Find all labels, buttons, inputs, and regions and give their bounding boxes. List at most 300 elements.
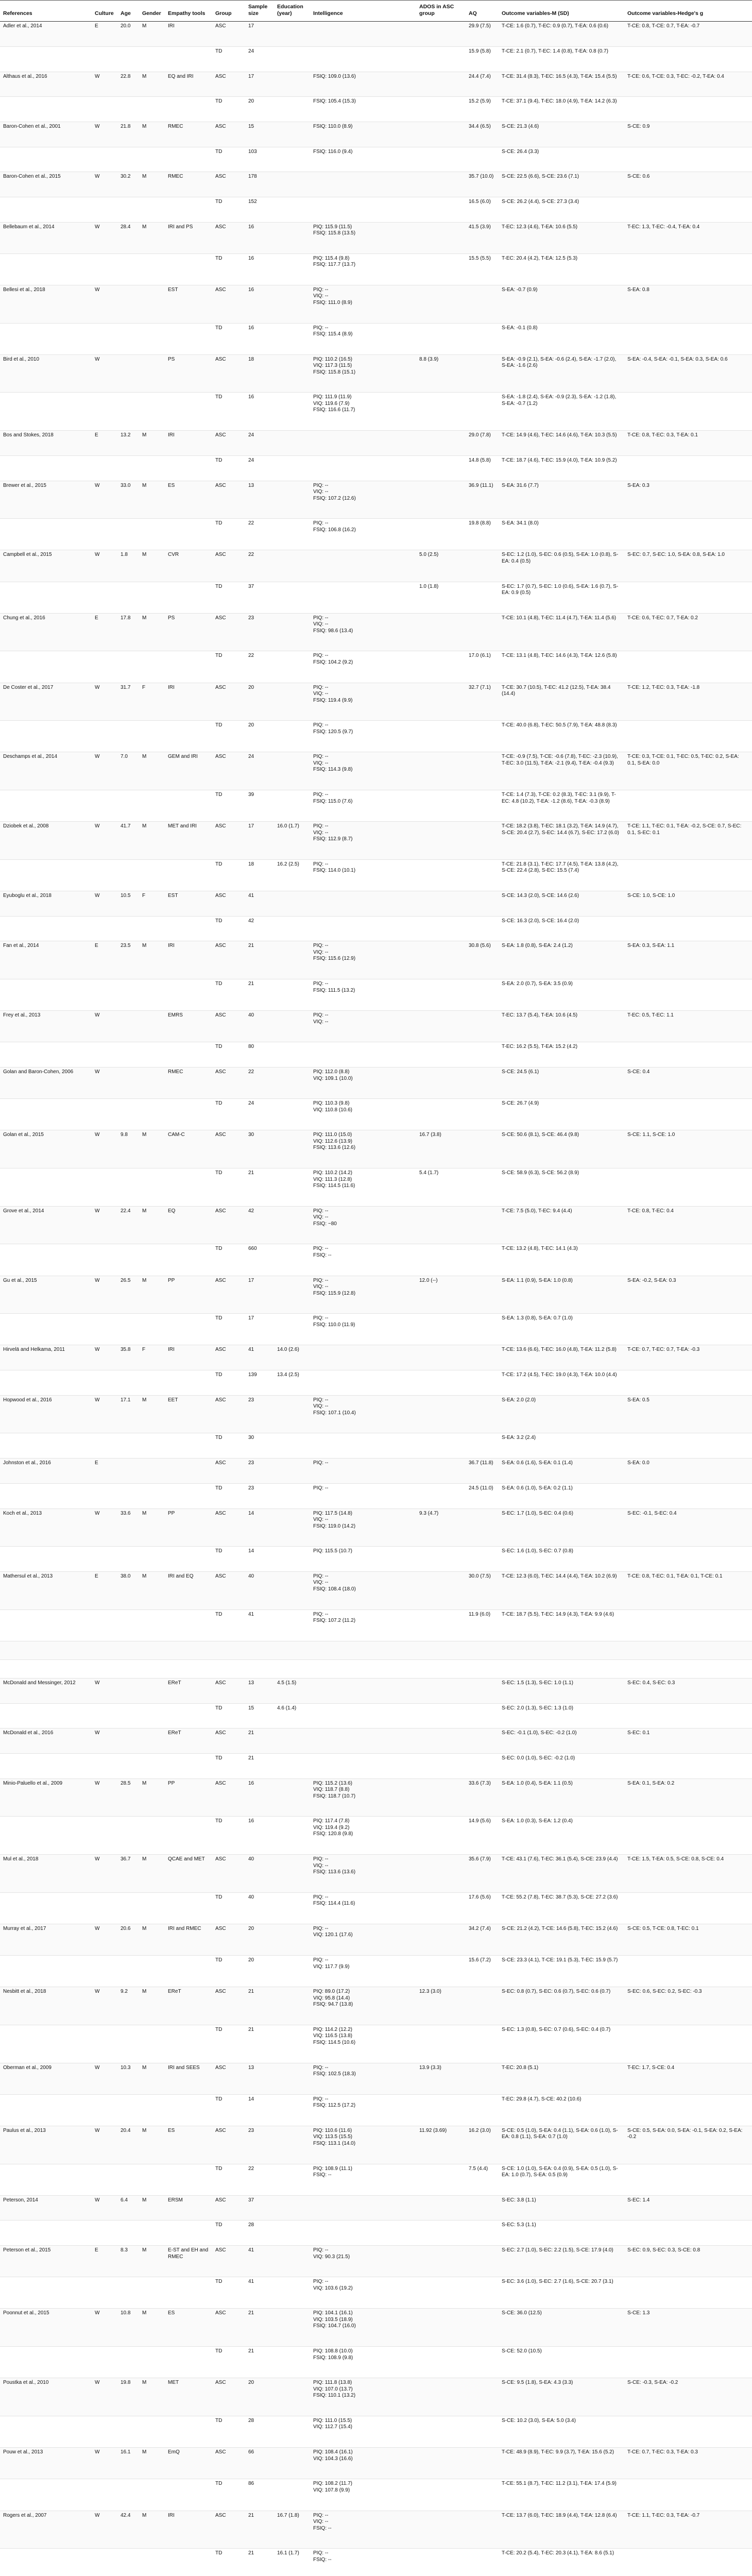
cell-age: 42.4 [117, 2511, 139, 2549]
cell-age: 8.3 [117, 2246, 139, 2277]
cell-age [117, 1659, 139, 1678]
header-culture: Culture [92, 1, 117, 22]
cell-age [117, 1956, 139, 1987]
cell-culture [92, 1659, 117, 1678]
cell-reference [0, 147, 92, 172]
cell-aq [466, 1509, 499, 1547]
cell-outcome-m-sd: S-CE: 1.0 (1.0), S-EA: 0.4 (0.9), S-EA: 0.5 (1.0), S-EA: 1.0 (0.7), S-EA: 0.5 (0.9) [499, 2164, 624, 2195]
cell-reference: Dziobek et al., 2008 [0, 822, 92, 860]
cell-outcome-hedges-g: S-EA: -0.2, S-EA: 0.3 [624, 1276, 752, 1314]
cell-outcome-hedges-g: T-EC: 0.5, T-EC: 1.1 [624, 1011, 752, 1042]
cell-outcome-hedges-g: S-EC: 0.9, S-EC: 0.3, S-CE: 0.8 [624, 2246, 752, 2277]
cell-ados: 11.92 (3.69) [416, 2126, 466, 2164]
cell-reference [0, 1314, 92, 1345]
cell-education [274, 979, 310, 1011]
cell-outcome-m-sd: T-CE: 17.2 (4.5), T-EC: 19.0 (4.3), T-EA: 10.0 (4.4) [499, 1370, 624, 1396]
cell-reference: McDonald et al., 2016 [0, 1728, 92, 1754]
cell-ados [416, 2195, 466, 2221]
cell-intelligence [310, 197, 416, 222]
cell-outcome-hedges-g [624, 1099, 752, 1130]
cell-empathy-tools: RMEC [165, 172, 212, 197]
cell-sample-size: 21 [245, 1987, 274, 2025]
cell-group: ASC [212, 2511, 245, 2549]
cell-outcome-m-sd: T-EC: 12.3 (4.6), T-EA: 10.6 (5.5) [499, 222, 624, 253]
cell-outcome-m-sd: S-CE: 26.4 (3.3) [499, 147, 624, 172]
cell-culture: W [92, 1130, 117, 1168]
cell-ados [416, 46, 466, 72]
cell-ados [416, 1099, 466, 1130]
cell-education [274, 1987, 310, 2025]
cell-culture [92, 2025, 117, 2063]
cell-gender [139, 651, 165, 683]
cell-aq [466, 1395, 499, 1433]
cell-ados [416, 285, 466, 323]
cell-sample-size: 139 [245, 1370, 274, 1396]
cell-outcome-hedges-g: S-EA: 0.8 [624, 285, 752, 323]
cell-reference [0, 1754, 92, 1779]
cell-culture: E [92, 22, 117, 47]
cell-outcome-hedges-g [624, 455, 752, 481]
cell-age [117, 1244, 139, 1276]
cell-reference [0, 1099, 92, 1130]
cell-empathy-tools: IRI and SEES [165, 2063, 212, 2094]
table-row [0, 1483, 752, 1509]
cell-gender: M [139, 222, 165, 253]
cell-group: TD [212, 1042, 245, 1067]
table-row [0, 1099, 752, 1130]
cell-outcome-hedges-g: S-CE: 1.3 [624, 2309, 752, 2347]
cell-sample-size: 23 [245, 2126, 274, 2164]
table-row [0, 1459, 752, 1484]
cell-sample-size: 41 [245, 1609, 274, 1641]
cell-group: ASC [212, 285, 245, 323]
cell-intelligence [310, 1345, 416, 1370]
table-row [0, 455, 752, 481]
cell-sample-size: 23 [245, 1459, 274, 1484]
cell-culture: W [92, 822, 117, 860]
cell-aq [466, 2094, 499, 2126]
cell-age [117, 2479, 139, 2511]
cell-education [274, 683, 310, 721]
cell-education [274, 455, 310, 481]
cell-gender: M [139, 1924, 165, 1955]
cell-outcome-m-sd: T-CE: 13.1 (4.8), T-EC: 14.6 (4.3), T-EA: 12.6 (5.8) [499, 651, 624, 683]
cell-gender [139, 393, 165, 431]
cell-education [274, 1130, 310, 1168]
cell-empathy-tools: CAM-C [165, 1130, 212, 1168]
cell-empathy-tools: ES [165, 481, 212, 519]
cell-education: 16.7 (1.8) [274, 2511, 310, 2549]
cell-aq [466, 2416, 499, 2447]
cell-culture: W [92, 1509, 117, 1547]
cell-reference [0, 1609, 92, 1641]
cell-education [274, 1892, 310, 1924]
cell-ados [416, 1855, 466, 1893]
cell-reference: Nesbitt et al., 2018 [0, 1987, 92, 2025]
cell-sample-size: 16 [245, 323, 274, 354]
cell-outcome-m-sd: T-CE: 13.6 (6.6), T-EC: 16.0 (4.8), T-EA: 11.2 (5.8) [499, 1345, 624, 1370]
cell-empathy-tools [165, 1956, 212, 1987]
cell-reference: Campbell et al., 2015 [0, 550, 92, 582]
cell-culture: W [92, 2063, 117, 2094]
cell-intelligence: FSIQ: 109.0 (13.6) [310, 72, 416, 97]
cell-outcome-m-sd: S-EA: 0.6 (1.6), S-EA: 0.1 (1.4) [499, 1459, 624, 1484]
cell-empathy-tools [165, 1314, 212, 1345]
cell-outcome-m-sd: S-CE: 58.9 (6.3), S-CE: 56.2 (8.9) [499, 1168, 624, 1207]
cell-group: TD [212, 2549, 245, 2576]
cell-ados [416, 1679, 466, 1704]
table-row [0, 1728, 752, 1754]
cell-gender: M [139, 1509, 165, 1547]
cell-ados: 8.8 (3.9) [416, 354, 466, 393]
cell-empathy-tools: EReT [165, 1987, 212, 2025]
table-row [0, 222, 752, 253]
table-row [0, 393, 752, 431]
cell-empathy-tools [165, 2094, 212, 2126]
cell-outcome-m-sd: T-CE: 18.7 (5.5), T-EC: 14.9 (4.3), T-EA: 9.9 (4.6) [499, 1609, 624, 1641]
cell-gender [139, 2164, 165, 2195]
cell-education [274, 1099, 310, 1130]
cell-reference [0, 2347, 92, 2378]
table-row [0, 2195, 752, 2221]
cell-reference [0, 1817, 92, 1855]
cell-ados [416, 2025, 466, 2063]
cell-intelligence: PIQ: -- FSIQ: 115.0 (7.6) [310, 790, 416, 822]
cell-gender [139, 582, 165, 613]
cell-culture [92, 1817, 117, 1855]
cell-culture: W [92, 683, 117, 721]
cell-gender: M [139, 2195, 165, 2221]
cell-aq [466, 979, 499, 1011]
cell-ados: 13.9 (3.3) [416, 2063, 466, 2094]
cell-outcome-m-sd: T-CE: 31.4 (8.3), T-EC: 16.5 (4.3), T-EA: 15.4 (5.5) [499, 72, 624, 97]
cell-education [274, 72, 310, 97]
table-row [0, 1433, 752, 1459]
cell-sample-size: 24 [245, 1099, 274, 1130]
cell-sample-size: 16 [245, 253, 274, 285]
cell-intelligence [310, 1703, 416, 1728]
cell-outcome-hedges-g [624, 721, 752, 752]
cell-outcome-m-sd: S-CE: 9.5 (1.8), S-EA: 4.3 (3.3) [499, 2378, 624, 2416]
cell-empathy-tools: IRI and RMEC [165, 1924, 212, 1955]
cell-group: ASC [212, 683, 245, 721]
cell-ados [416, 941, 466, 979]
cell-aq: 24.4 (7.4) [466, 72, 499, 97]
cell-outcome-m-sd: S-CE: 26.7 (4.9) [499, 1099, 624, 1130]
cell-outcome-m-sd: S-EA: 1.1 (0.9), S-EA: 1.0 (0.8) [499, 1276, 624, 1314]
cell-sample-size: 18 [245, 859, 274, 891]
cell-gender [139, 2221, 165, 2246]
cell-intelligence [310, 2195, 416, 2221]
cell-gender: M [139, 2246, 165, 2277]
cell-aq: 35.7 (10.0) [466, 172, 499, 197]
cell-outcome-hedges-g: S-CE: -0.3, S-EA: -0.2 [624, 2378, 752, 2416]
cell-aq [466, 2511, 499, 2549]
cell-culture [92, 46, 117, 72]
cell-intelligence [310, 891, 416, 917]
cell-intelligence: PIQ: -- FSIQ: 112.5 (17.2) [310, 2094, 416, 2126]
cell-empathy-tools [165, 455, 212, 481]
cell-outcome-m-sd: S-EA: 31.6 (7.7) [499, 481, 624, 519]
cell-empathy-tools [165, 721, 212, 752]
cell-reference [0, 2164, 92, 2195]
cell-reference: Peterson, 2014 [0, 2195, 92, 2221]
cell-reference: Bird et al., 2010 [0, 354, 92, 393]
cell-education [274, 1276, 310, 1314]
cell-outcome-m-sd: S-EC: 1.7 (0.7), S-EC: 1.0 (0.6), S-EA: 1.6 (0.7), S-EA: 0.9 (0.5) [499, 582, 624, 613]
cell-outcome-m-sd: S-EA: 1.0 (0.3), S-EA: 1.2 (0.4) [499, 1817, 624, 1855]
cell-sample-size: 37 [245, 582, 274, 613]
cell-outcome-hedges-g: T-CE: 0.8, T-EC: 0.3, T-EA: 0.1 [624, 431, 752, 456]
cell-reference: Murray et al., 2017 [0, 1924, 92, 1955]
cell-aq: 32.7 (7.1) [466, 683, 499, 721]
cell-aq [466, 1099, 499, 1130]
cell-group: ASC [212, 1206, 245, 1244]
cell-outcome-m-sd: S-EC: 2.0 (1.3), S-EC: 1.3 (1.0) [499, 1703, 624, 1728]
cell-education [274, 1483, 310, 1509]
cell-group: TD [212, 721, 245, 752]
cell-age [117, 1099, 139, 1130]
cell-intelligence [310, 582, 416, 613]
cell-group: TD [212, 1483, 245, 1509]
cell-group: TD [212, 2416, 245, 2447]
cell-outcome-hedges-g [624, 519, 752, 550]
cell-outcome-m-sd: T-CE: 7.5 (5.0), T-EC: 9.4 (4.4) [499, 1206, 624, 1244]
cell-gender [139, 519, 165, 550]
cell-age [117, 2416, 139, 2447]
cell-culture [92, 1314, 117, 1345]
cell-education [274, 613, 310, 651]
cell-group: ASC [212, 1924, 245, 1955]
cell-ados [416, 455, 466, 481]
cell-outcome-m-sd: T-CE: 43.1 (7.6), T-EC: 36.1 (5.4), S-CE: 23.9 (4.4) [499, 1855, 624, 1893]
cell-intelligence: PIQ: -- FSIQ: 120.5 (9.7) [310, 721, 416, 752]
cell-group: ASC [212, 1571, 245, 1609]
table-row [0, 2511, 752, 2549]
cell-sample-size: 21 [245, 1754, 274, 1779]
cell-empathy-tools: E-ST and EH and RMEC [165, 2246, 212, 2277]
cell-sample-size: 23 [245, 613, 274, 651]
cell-age [117, 253, 139, 285]
cell-intelligence: PIQ: -- VIQ: -- FSIQ: ~80 [310, 1206, 416, 1244]
cell-gender [139, 1728, 165, 1754]
cell-intelligence [310, 431, 416, 456]
cell-gender: F [139, 683, 165, 721]
cell-ados [416, 2511, 466, 2549]
cell-age: 17.1 [117, 1395, 139, 1433]
cell-aq [466, 2378, 499, 2416]
cell-age: 16.1 [117, 2448, 139, 2479]
cell-empathy-tools [165, 651, 212, 683]
cell-empathy-tools: PP [165, 1778, 212, 1817]
cell-sample-size: 22 [245, 1067, 274, 1099]
cell-age [117, 323, 139, 354]
cell-empathy-tools [165, 323, 212, 354]
cell-culture [92, 651, 117, 683]
cell-gender [139, 1459, 165, 1484]
cell-ados [416, 519, 466, 550]
cell-gender: M [139, 2378, 165, 2416]
table-row [0, 1130, 752, 1168]
cell-reference [0, 790, 92, 822]
cell-gender [139, 2479, 165, 2511]
cell-ados [416, 1778, 466, 1817]
cell-sample-size: 28 [245, 2221, 274, 2246]
cell-group: ASC [212, 2063, 245, 2094]
cell-education [274, 790, 310, 822]
cell-group [212, 1659, 245, 1678]
table-row [0, 1042, 752, 1067]
cell-outcome-m-sd: T-EC: 29.8 (4.7), S-CE: 40.2 (10.6) [499, 2094, 624, 2126]
cell-empathy-tools [165, 147, 212, 172]
cell-reference [0, 393, 92, 431]
cell-aq [466, 147, 499, 172]
cell-aq [466, 752, 499, 790]
cell-intelligence: PIQ: -- [310, 1483, 416, 1509]
cell-culture [92, 1244, 117, 1276]
cell-aq [466, 790, 499, 822]
cell-empathy-tools: IRI [165, 941, 212, 979]
cell-age: 22.8 [117, 72, 139, 97]
cell-sample-size: 21 [245, 1168, 274, 1207]
cell-reference [0, 1433, 92, 1459]
cell-reference: Mathersul et al., 2013 [0, 1571, 92, 1609]
cell-intelligence: PIQ: 115.4 (9.8) FSIQ: 117.7 (13.7) [310, 253, 416, 285]
cell-group: TD [212, 2347, 245, 2378]
table-row [0, 752, 752, 790]
cell-gender [139, 1754, 165, 1779]
cell-ados [416, 752, 466, 790]
cell-outcome-hedges-g [624, 393, 752, 431]
cell-age [117, 1433, 139, 1459]
cell-culture: W [92, 1011, 117, 1042]
table-row [0, 1892, 752, 1924]
cell-empathy-tools [165, 1459, 212, 1484]
cell-group: ASC [212, 613, 245, 651]
cell-culture: W [92, 550, 117, 582]
cell-reference: Poustka et al., 2010 [0, 2378, 92, 2416]
cell-reference: Bos and Stokes, 2018 [0, 431, 92, 456]
cell-education [274, 891, 310, 917]
cell-age: 10.8 [117, 2309, 139, 2347]
cell-aq [466, 2479, 499, 2511]
cell-age: 10.3 [117, 2063, 139, 2094]
cell-culture [92, 2277, 117, 2309]
cell-education [274, 2094, 310, 2126]
table-row [0, 2025, 752, 2063]
cell-ados [416, 197, 466, 222]
cell-culture: W [92, 2126, 117, 2164]
cell-outcome-m-sd: S-EA: -0.9 (2.1), S-EA: -0.6 (2.4), S-EA: -1.7 (2.0), S-EA: -1.6 (2.6) [499, 354, 624, 393]
cell-age [117, 2221, 139, 2246]
cell-age [117, 519, 139, 550]
cell-outcome-hedges-g: T-CE: 0.6, T-EC: 0.7, T-EA: 0.2 [624, 613, 752, 651]
cell-gender: M [139, 1571, 165, 1609]
cell-outcome-hedges-g [624, 651, 752, 683]
cell-culture [92, 147, 117, 172]
cell-reference: Hirvelä and Helkama, 2011 [0, 1345, 92, 1370]
cell-sample-size: 13 [245, 481, 274, 519]
cell-education [274, 550, 310, 582]
cell-age: 28.5 [117, 1778, 139, 1817]
table-row [0, 1067, 752, 1099]
cell-group: TD [212, 2277, 245, 2309]
cell-reference [0, 2094, 92, 2126]
cell-gender [139, 323, 165, 354]
cell-age: 17.8 [117, 613, 139, 651]
cell-outcome-hedges-g: T-CE: 0.8, T-EC: 0.1, T-EA: 0.1, T-CE: 0.1 [624, 1571, 752, 1609]
cell-sample-size: 40 [245, 1855, 274, 1893]
cell-group: ASC [212, 22, 245, 47]
cell-reference [0, 1168, 92, 1207]
cell-ados [416, 859, 466, 891]
table-row [0, 721, 752, 752]
cell-reference [0, 2221, 92, 2246]
cell-sample-size: 660 [245, 1244, 274, 1276]
cell-aq: 29.9 (7.5) [466, 22, 499, 47]
cell-education [274, 1509, 310, 1547]
cell-culture [92, 1483, 117, 1509]
cell-aq [466, 1067, 499, 1099]
cell-aq [466, 2063, 499, 2094]
table-row [0, 683, 752, 721]
cell-group: ASC [212, 1855, 245, 1893]
cell-group: TD [212, 97, 245, 122]
cell-outcome-hedges-g: S-CE: 0.4 [624, 1067, 752, 1099]
cell-group: ASC [212, 752, 245, 790]
cell-outcome-hedges-g [624, 253, 752, 285]
cell-sample-size: 42 [245, 1206, 274, 1244]
cell-aq: 16.2 (3.0) [466, 2126, 499, 2164]
cell-group: ASC [212, 2378, 245, 2416]
cell-intelligence: FSIQ: 105.4 (15.3) [310, 97, 416, 122]
cell-group: ASC [212, 822, 245, 860]
cell-outcome-m-sd: T-CE: 55.2 (7.8), T-EC: 38.7 (5.3), S-CE: 27.2 (3.6) [499, 1892, 624, 1924]
cell-sample-size: 17 [245, 72, 274, 97]
cell-intelligence: PIQ: 110.2 (14.2) VIQ: 111.3 (12.8) FSIQ: 114.5 (11.6) [310, 1168, 416, 1207]
cell-outcome-hedges-g: T-CE: 1.1, T-EC: 0.3, T-EA: -0.7 [624, 2511, 752, 2549]
cell-sample-size: 20 [245, 97, 274, 122]
cell-intelligence: PIQ: -- FSIQ: 104.2 (9.2) [310, 651, 416, 683]
cell-outcome-m-sd: S-EC: 1.7 (1.0), S-EC: 0.4 (0.6) [499, 1509, 624, 1547]
cell-empathy-tools: EMRS [165, 1011, 212, 1042]
cell-outcome-m-sd: S-EC: 1.6 (1.0), S-EC: 0.7 (0.8) [499, 1547, 624, 1572]
cell-outcome-m-sd: S-EA: -0.1 (0.8) [499, 323, 624, 354]
cell-intelligence: PIQ: 117.5 (14.8) VIQ: -- FSIQ: 119.0 (14.2) [310, 1509, 416, 1547]
table-row [0, 172, 752, 197]
table-row [0, 1244, 752, 1276]
cell-education [274, 519, 310, 550]
cell-outcome-hedges-g: S-CE: 1.0, S-CE: 1.0 [624, 891, 752, 917]
cell-empathy-tools: IRI [165, 431, 212, 456]
cell-education [274, 1433, 310, 1459]
cell-ados [416, 323, 466, 354]
cell-ados [416, 721, 466, 752]
cell-intelligence: FSIQ: 116.0 (9.4) [310, 147, 416, 172]
cell-age [117, 582, 139, 613]
cell-education [274, 2416, 310, 2447]
cell-gender [139, 1314, 165, 1345]
cell-gender: M [139, 431, 165, 456]
cell-empathy-tools [165, 2416, 212, 2447]
cell-reference: Baron-Cohen et al., 2001 [0, 122, 92, 147]
cell-education [274, 1659, 310, 1678]
cell-age [117, 1892, 139, 1924]
cell-intelligence: PIQ: -- FSIQ: 114.0 (10.1) [310, 859, 416, 891]
cell-aq: 36.9 (11.1) [466, 481, 499, 519]
cell-ados [416, 122, 466, 147]
cell-age: 9.2 [117, 1987, 139, 2025]
